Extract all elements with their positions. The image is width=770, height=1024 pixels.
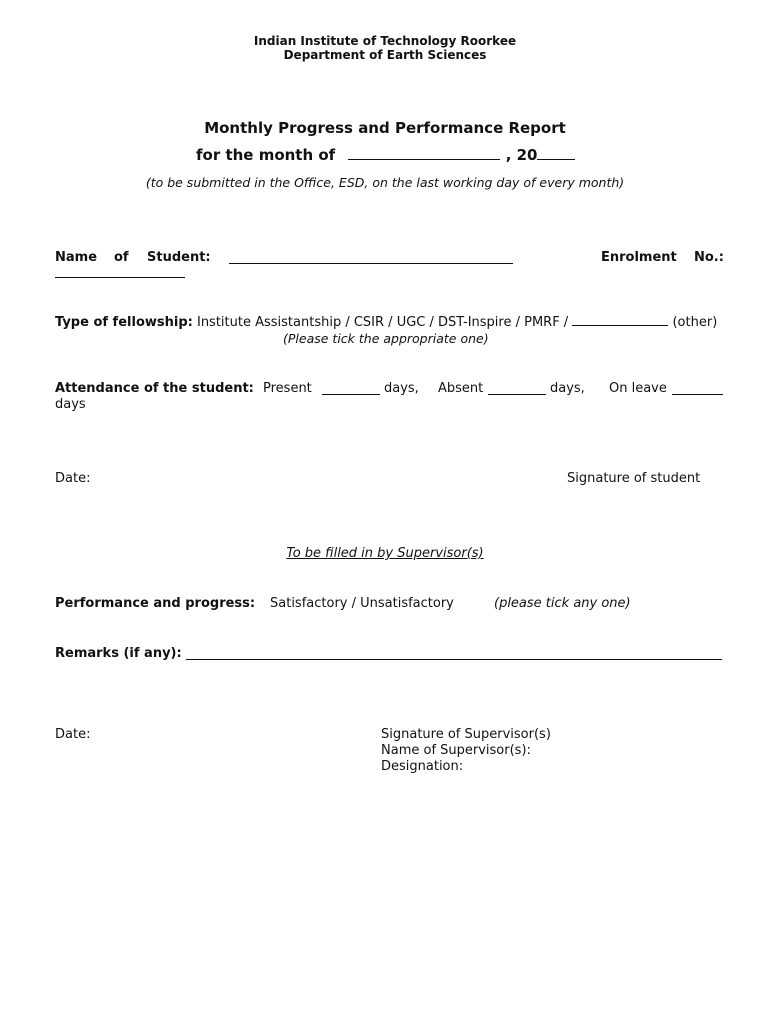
submission-note: (to be submitted in the Office, ESD, on the last working day of every month) [145,175,625,190]
enrolment-no-label: No.: [694,250,724,265]
student-name-blank[interactable] [229,263,513,264]
leave-days-label: days [55,397,86,412]
department-name: Department of Earth Sciences [283,48,487,62]
month-line [196,146,575,164]
fellowship-note: (Please tick the appropriate one) [283,331,489,346]
present-label: Present [263,381,312,396]
performance-options: Satisfactory / Unsatisfactory [270,596,454,611]
student-date-label: Date: [55,471,91,486]
designation-label: Designation: [381,759,464,774]
supervisor-date-label: Date: [55,727,91,742]
student-signature-label: Signature of student [567,471,701,486]
performance-label: Performance and progress: [55,596,256,611]
absent-label: Absent [438,381,484,396]
absent-days-blank[interactable] [488,394,546,395]
month-label: for the month of [196,146,336,164]
year-blank[interactable] [537,149,575,160]
supervisor-section-heading: To be filled in by Supervisor(s) [286,546,484,561]
supervisor-name-label: Name of Supervisor(s): [381,743,531,758]
institute-name: Indian Institute of Technology Roorkee [253,34,517,48]
attendance-label: Attendance of the student: [55,381,254,396]
month-blank[interactable] [348,149,500,160]
fellowship-other-label: (other) [672,315,718,330]
enrolment-label: Enrolment [601,250,677,265]
enrolment-blank[interactable] [55,277,185,278]
fellowship-options: Institute Assistantship / CSIR / UGC / DST-Inspire / PMRF / [196,315,569,330]
remarks-blank[interactable] [186,659,722,660]
absent-days-label: days, [550,381,585,396]
present-days-label: days, [384,381,419,396]
fellowship-other-blank[interactable] [572,315,668,326]
performance-note: (please tick any one) [494,596,631,611]
year-prefix: , 20 [505,146,538,164]
fellowship-line [55,315,717,330]
name-label-student: Student: [147,250,211,265]
present-days-blank[interactable] [322,394,380,395]
report-title: Monthly Progress and Performance Report [204,119,566,137]
supervisor-signature-label: Signature of Supervisor(s) [381,727,551,742]
name-label-of: of [114,250,129,265]
leave-label: On leave [609,381,667,396]
leave-days-blank[interactable] [672,394,723,395]
fellowship-label: Type of fellowship: [55,315,193,330]
name-label-name: Name [55,250,98,265]
remarks-label: Remarks (if any): [55,646,182,661]
